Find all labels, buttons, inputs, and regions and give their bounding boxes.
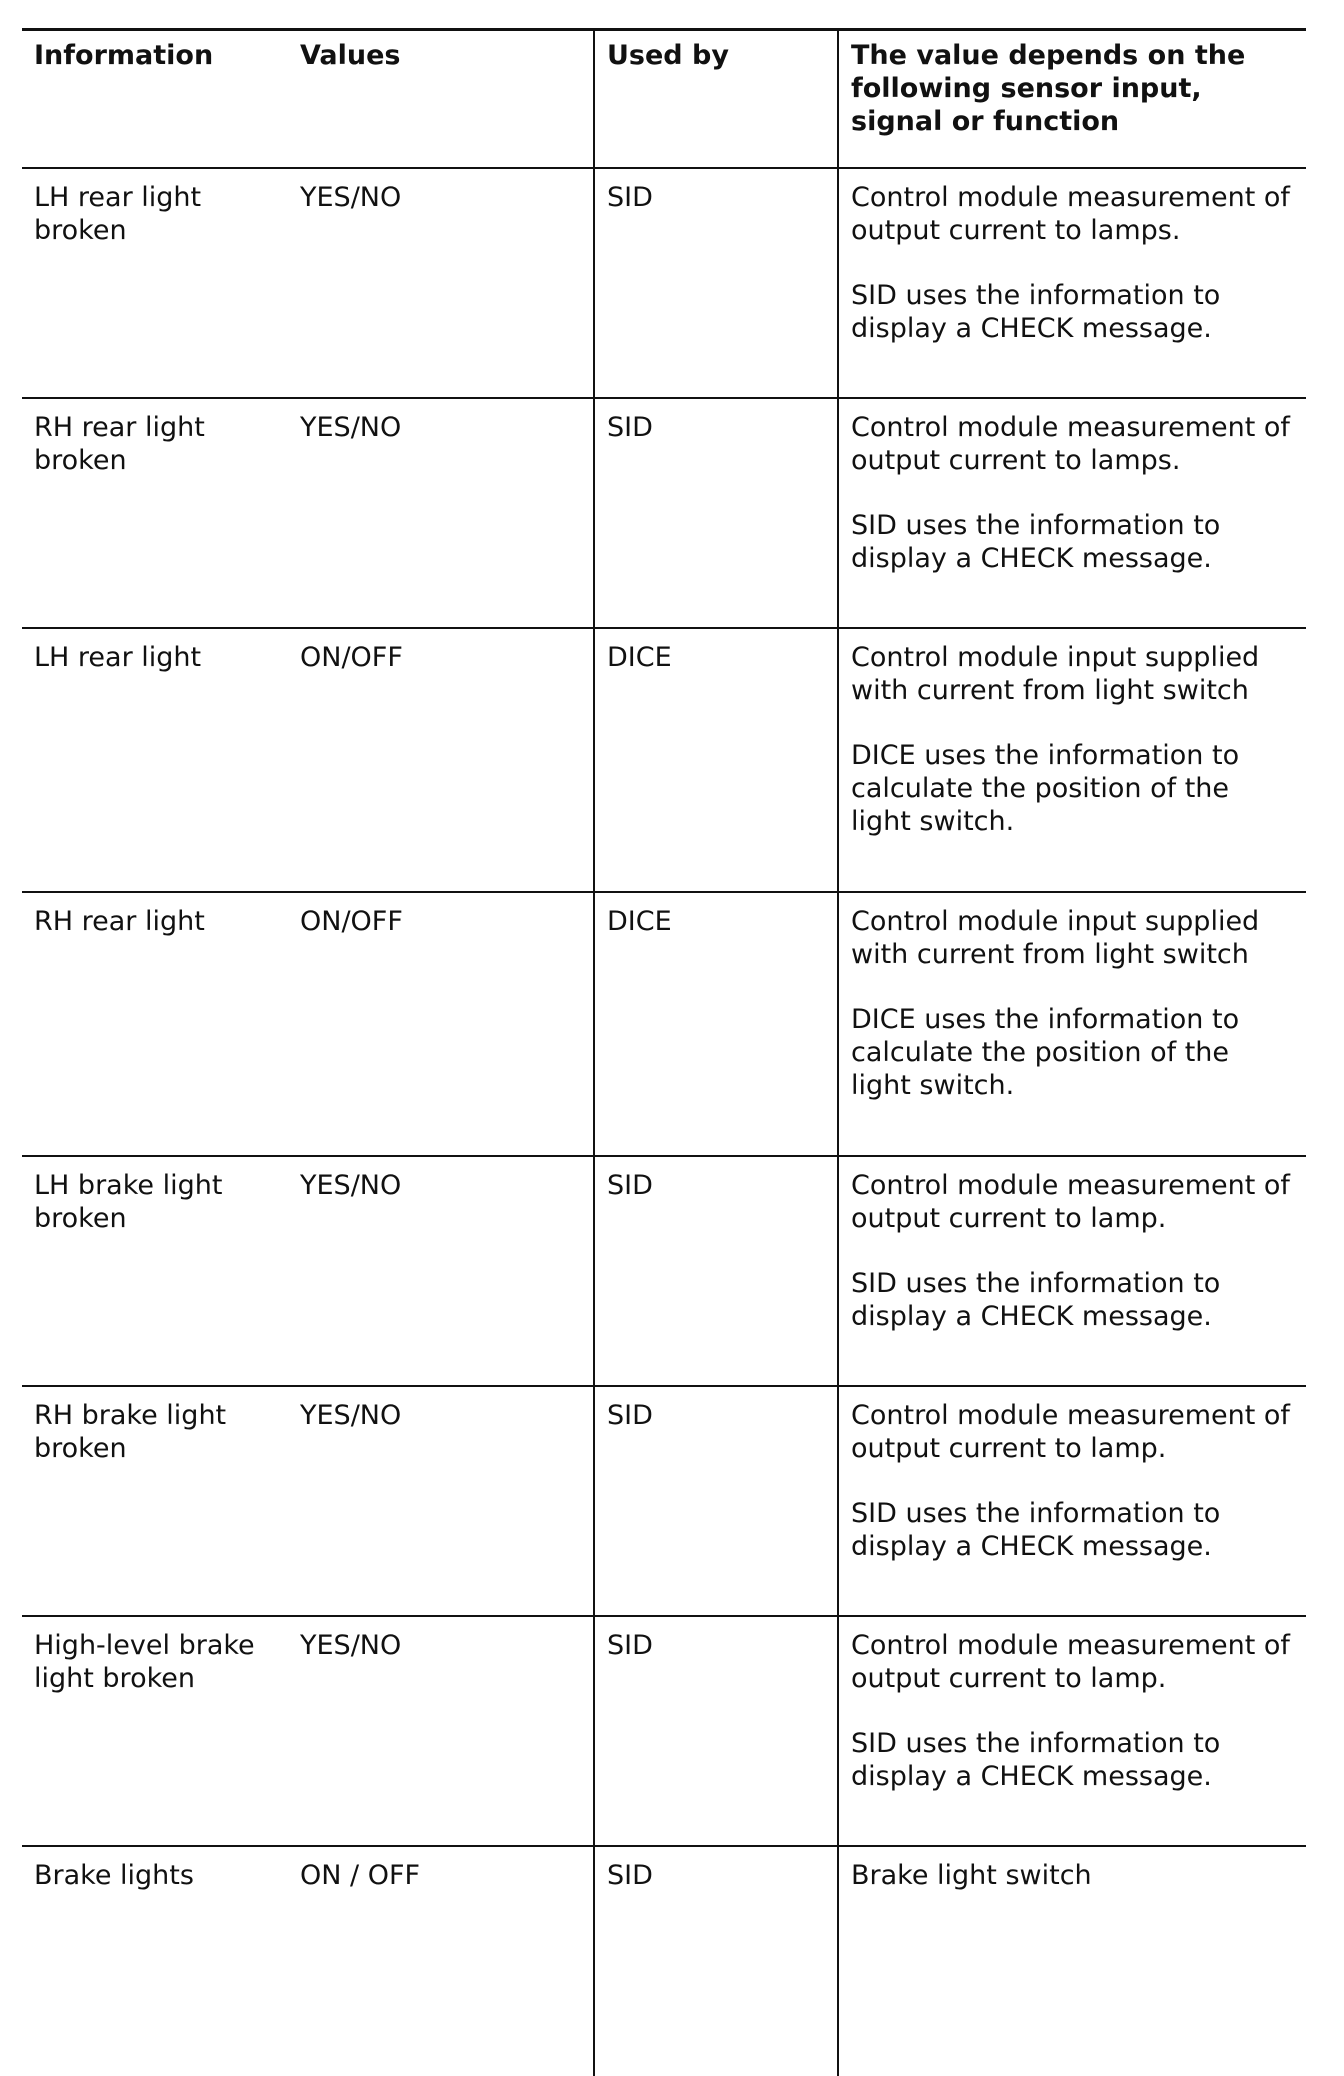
cell-information: LH rear light — [22, 628, 288, 892]
cell-information: Brake lights — [34, 1860, 194, 1891]
description-text: Control module measurement of output current to lamps. — [851, 182, 1290, 246]
cell-values: YES/NO — [288, 168, 594, 398]
description-note: SID uses the information to display a CHECK message. — [851, 510, 1221, 574]
cell-information: LH rear light broken — [22, 168, 288, 398]
cell-used-by: SID — [594, 398, 838, 628]
table-row — [22, 1386, 1306, 1616]
cell-description — [838, 1846, 1306, 2076]
description-text: Control module measurement of output current to lamp. — [851, 1400, 1290, 1464]
cell-description — [838, 1386, 1306, 1616]
cell-values: ON/OFF — [288, 892, 594, 1156]
cell-description — [838, 628, 1306, 892]
cell-used-by: SID — [594, 1386, 838, 1616]
description-text: Brake light switch — [851, 1860, 1092, 1891]
description-note: SID uses the information to display a CHECK message. — [851, 1268, 1221, 1332]
description-text: Control module measurement of output current to lamps. — [851, 412, 1290, 476]
cell-used-by: SID — [594, 1846, 838, 2076]
description-note: DICE uses the information to calculate the position of the light switch. — [851, 740, 1240, 837]
description-note: SID uses the information to display a CHECK message. — [851, 1728, 1221, 1792]
cell-values: YES/NO — [288, 398, 594, 628]
cell-information: RH rear light broken — [22, 398, 288, 628]
table-header — [22, 30, 1306, 169]
description-note: SID uses the information to display a CHECK message. — [851, 1498, 1221, 1562]
cell-values: YES/NO — [288, 1156, 594, 1386]
table-row — [22, 1156, 1306, 1386]
cell-description — [838, 1156, 1306, 1386]
table-row — [22, 1616, 1306, 1846]
cell-information: LH brake light broken — [22, 1156, 288, 1386]
cell-used-by: DICE — [594, 628, 838, 892]
header-values: Values — [288, 30, 594, 169]
cell-used-by: DICE — [594, 892, 838, 1156]
cell-description — [838, 398, 1306, 628]
description-note: SID uses the information to display a CHECK message. — [851, 280, 1221, 344]
description-note: DICE uses the information to calculate the position of the light switch. — [851, 1004, 1240, 1101]
cell-values: YES/NO — [288, 1386, 594, 1616]
cell-information: High-level brake light broken — [22, 1616, 288, 1846]
cell-used-by: SID — [594, 1616, 838, 1846]
description-text: Control module measurement of output current to lamp. — [851, 1170, 1290, 1234]
cell-description — [838, 892, 1306, 1156]
table-row — [22, 892, 1306, 1156]
header-information: Information — [22, 30, 288, 169]
cell-used-by: SID — [594, 168, 838, 398]
table-row — [22, 1846, 1306, 2076]
cell-information: RH brake light broken — [22, 1386, 288, 1616]
cell-description — [838, 168, 1306, 398]
description-text: Control module input supplied with current from light switch — [851, 906, 1260, 970]
description-text: Control module measurement of output current to lamp. — [851, 1630, 1290, 1694]
header-depends-on: The value depends on the following sensor input, signal or function — [838, 30, 1306, 169]
description-text: Control module input supplied with current from light switch — [851, 642, 1260, 706]
cell-values: ON/OFF — [288, 628, 594, 892]
cell-information: RH rear light — [22, 892, 288, 1156]
cell-description — [838, 1616, 1306, 1846]
header-used-by: Used by — [594, 30, 838, 169]
cell-used-by: SID — [594, 1156, 838, 1386]
table-row — [22, 628, 1306, 892]
table-row — [22, 398, 1306, 628]
table-row — [22, 168, 1306, 398]
signal-table — [22, 28, 1306, 2076]
cell-values: ON / OFF — [300, 1860, 421, 1891]
cell-values: YES/NO — [288, 1616, 594, 1846]
